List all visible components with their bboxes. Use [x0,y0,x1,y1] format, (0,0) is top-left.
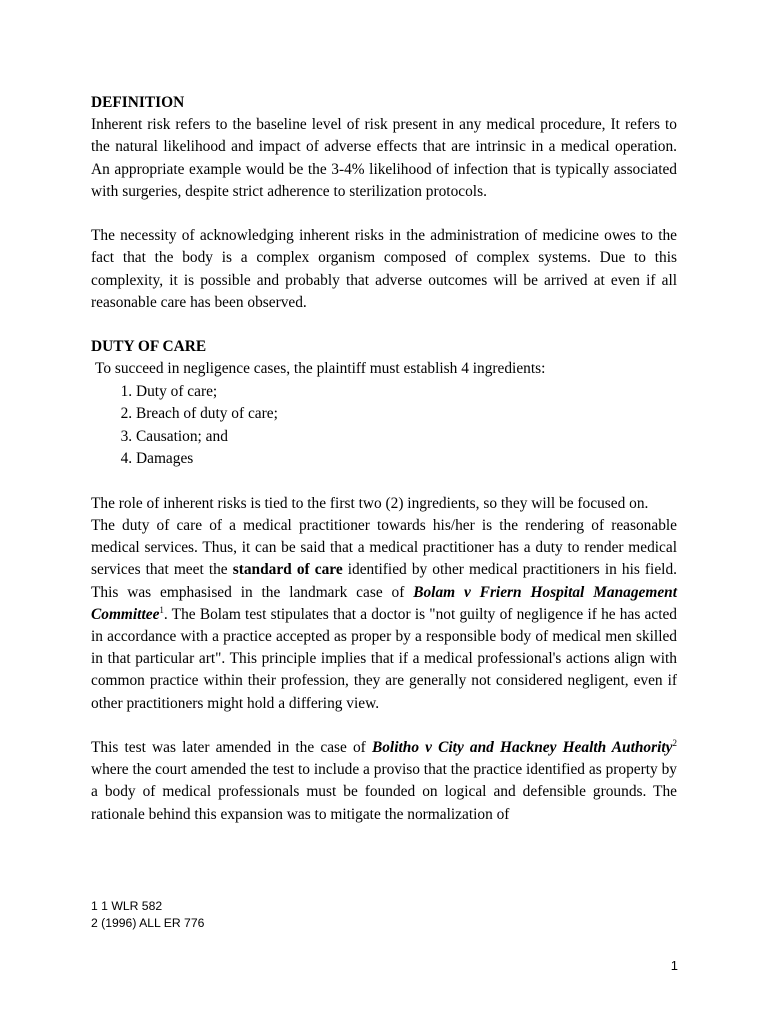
spacer [91,203,677,225]
footnote-1: 1 1 WLR 582 [91,899,163,913]
duty-of-care-heading: DUTY OF CARE [91,338,207,356]
list-item: 2. Breach of duty of care; [136,403,677,426]
list-item: 1. Duty of care; [136,381,677,404]
bolam-case-name: Bolam v Friern Hospital Management Committee [91,583,677,623]
footnotes [91,898,204,932]
standard-of-care-term: standard of care [232,561,343,579]
spacer [91,471,677,493]
page-number: 1 [670,958,678,973]
bolitho-case-name: Bolitho v City and Hackney Health Authority [371,739,673,757]
list-item: 4. Damages [136,448,677,471]
list-item: 3. Causation; and [136,426,677,449]
duty-text-1: The duty of care of a medical practitioner towards his/her is the rendering of reasonable medical services. Thus, it can be said that a medical practitioner has a duty to render medical services that meet the [91,517,677,579]
bolitho-text-2: where the court amended the test to include a proviso that the practice identified as property by a body of medical professionals must be founded on logical and defensible grounds. The rationale behind this expansion was to mitigate the normalization of [91,761,677,823]
role-paragraph: The role of inherent risks is tied to the first two (2) ingredients, so they will be focused on. [91,494,649,512]
footnote-ref-1: 1 [159,604,164,615]
duty-text-2: identified by other medical practitioners in his field. This was emphasised in the landmark case of [91,561,677,601]
footnote-2: 2 (1996) ALL ER 776 [91,916,205,930]
duty-text-3: . The Bolam test stipulates that a doctor is "not guilty of negligence if he has acted in accordance with a practice accepted as proper by a responsible body of medical men skilled in that particular art". This principle implies that if a medical professional's actions align with common practice within their profession, they are generally not considered negligent, even if other practitioners might hold a differing view. [91,605,677,712]
bolitho-paragraph [91,737,677,826]
duty-paragraph [91,515,677,715]
definition-paragraph-2: The necessity of acknowledging inherent risks in the administration of medicine owes to the fact that the body is a complex organism composed of complex systems. Due to this complexity, it is possible and probably that adverse outcomes will be arrived at even if all reasonable care has been observed. [91,227,677,311]
ingredients-intro: To succeed in negligence cases, the plaintiff must establish 4 ingredients: [95,360,546,378]
bolitho-text-1: This test was later amended in the case of [91,739,372,757]
footnote-ref-2: 2 [672,738,678,749]
document-body [91,92,677,826]
ingredients-list [91,381,677,471]
definition-paragraph-1: Inherent risk refers to the baseline level of risk present in any medical procedure, It refers to the natural likelihood and impact of adverse effects that are intrinsic in a medical operation. An appropriate example would be the 3-4% likelihood of infection that is typically associated with surgeries, despite strict adherence to sterilization protocols. [91,116,677,200]
spacer [91,314,677,336]
definition-heading: DEFINITION [91,94,185,111]
spacer [91,715,677,737]
